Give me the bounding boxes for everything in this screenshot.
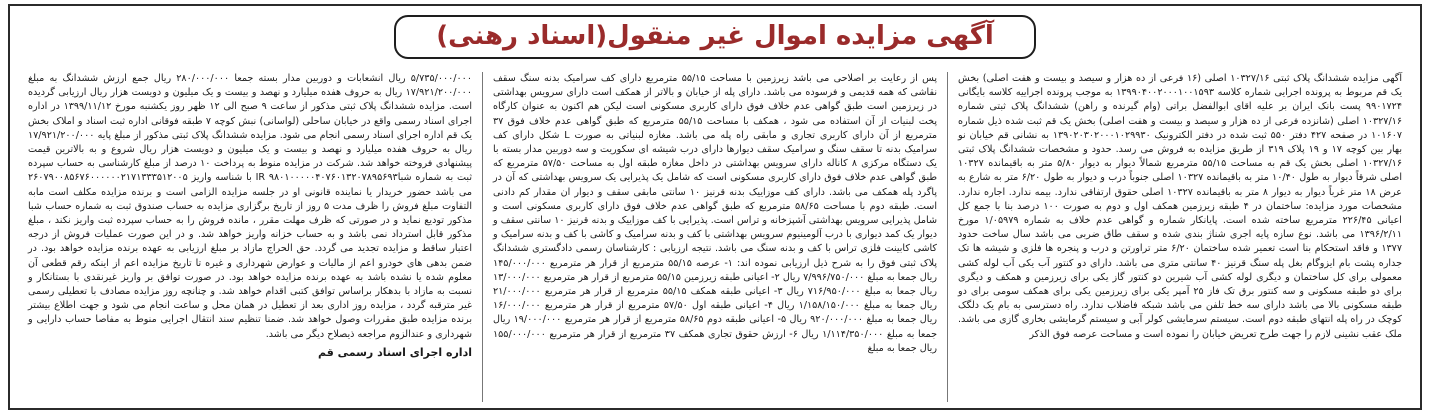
- column-text: آگهی مزایده ششدانگ پلاک ثبتی ۱۰۳۲۷/۱۶ اصلی (۱۶ فرعی از ده هزار و سیصد و بیست و هفت اصلی) بخش یک قم مربوط به پرونده اجرایی شماره کلاسه ۱۳۹۹۰۴۰۰۲۰۰۰۱۰۰۱۵۹۳ به موجب پرونده اجراییه کلاسه بایگانی ۹۹۰۱۷۲۴ پست بانک ایران بر علیه اقای ابوالفضل براتی (وام گیرنده و راهن) ششدانگ پلاک ثبتی شماره ۱۰۳۲۷/۱۶ اصلی (شانزده فرعی از ده هزار و سیصد و بیست و هفت اصلی) بخش یک قم ثبت شده ذیل شماره ۱۰۱۶۰۷ در صفحه ۴۲۷ دفتر ۵۵۰ ثبت شده در دفتر الکترونیک ۱۳۹۰۲۰۳۰۲۰۰۰۱۰۲۹۹۳۰ به نشانی قم خیابان نو بهار بین کوچه ۱۷ و ۱۹ پلاک ۳۱۹ از طریق مزایده به فروش می رسد. حدود و مشخصات ششدانگ پلاک ثبتی ۱۰۳۲۷/۱۶ اصلی بخش یک قم به مساحت ۵۵/۱۵ مترمربع شمالاً دیوار به دیوار ۵/۸۰ متر به باقیمانده ۱۰۳۲۷ اصلی شرقاً دیوار به طول ۱۰/۴۰ متر به باقیمانده ۱۰۳۲۷ اصلی جنوباً درب و دیوار به طول ۶/۲۰ متر به شارع به عرض ۱۸ متر غرباً دیوار به دیوار ۸ متر به باقیمانده ۱۰۳۲۷ اصلی حقوق ارتفاقی ندارد. بیمه ندارد. اجاره ندارد. مشخصات مورد مزایده: ساختمان در ۴ طبقه زیرزمین همکف اول و دوم به صورت ۱۰۰ درصد بنا با جمع کل اعیانی ۲۲۶/۴۵ مترمربع ساخته شده است. پایانکار شماره و گواهی عدم خلاف به شماره ۱/۰۵۹۷۹ مورخ ۱۳۹۶/۲/۱۱ می باشد. نوع سازه پایه اجری شناژ بندی شده و سقف طاق ضربی می باشد سال ساخت حدود ۱۳۷۷ و فاقد استحکام بنا است تعمیر شده ساختمان ۶/۲۰ متر تراورتن و درب و پنجره ها فلزی و شیشه ها تک جداره پشت بام ایزوگام بغل پله سنگ قرنیز ۴۰ سانتی متری می باشد. دارای دو کنتور آب یکی آب لوله کشی معمولی برای کل ساختمان و دیگری لوله کشی آب شیرین دو کنتور گاز یکی برای زیرزمین و همکف و دیگری برای دو طبقه مسکونی و سه کنتور برق تک فاز ۲۵ آمپر یکی برای زیرزمین یکی برای همکف سومی برای دو طبقه مسکونی بالا می باشد دارای سه خط تلفن می باشد شبکه فاضلاب ندارد. راه دسترسی به بام یک دلگک کوچک در راه پله انتهای طبقه دوم است. سیستم سرمایشی کولر آبی و سیستم گرمایشی بخاری گازی می باشد. ملک عقب نشینی لازم را جهت طرح تعریض خیابان را نموده است و مساحت عرصه فوق الذکر: [958, 73, 1403, 340]
- title-frame: [394, 15, 1036, 59]
- notice-title: آگهی مزایده اموال غیر منقول(اسناد رهنی): [436, 21, 994, 51]
- auction-notice: [8, 4, 1422, 410]
- notice-body: [18, 72, 1412, 402]
- column-text: پس از رعایت بر اصلاحی می باشد زیرزمین با مساحت ۵۵/۱۵ مترمربع دارای کف سرامیک بدنه سنگ سقف نقاشی که همه قدیمی و فرسوده می باشد. دارای پله از خیابان و بالاتر از همکف است دارای سرویس بهداشتی در زیرزمین است طبق گواهی عدم خلاف فوق دارای کاربری مسکونی است لیکن هم اکنون به عنوان کارگاه پخت لبنیات از آن استفاده می شود ، همکف با مساحت ۵۵/۱۵ مترمربع که طبق گواهی عدم خلاف فوق ۳۷ مترمربع از آن دارای کاربری تجاری و مابقی راه پله می باشد. مغازه لبنیاتی به صورت L شکل دارای کف سرامیک بدنه تا سقف سنگ و سرامیک سقف دیوارها دارای درب شیشه ای سکوریت و سه دوربین مدار بسته با یک دستگاه مرکزی ۸ کاناله دارای سرویس بهداشتی در داخل مغازه طبقه اول به مساحت ۵۷/۵۰ مترمربع که طبق گواهی عدم خلاف فوق دارای کاربری مسکونی است که شامل یک پذیرایی یک سرویس بهداشتی که آن در پاگرد پله همکف می باشد. دارای کف موزاییک بدنه قرنیز ۱۰ سانتی مابقی سقف و دیوار ان مقدار کم دادنی است. طبقه دوم با مساحت ۵۸/۶۵ مترمربع که طبق گواهی عدم خلاف فوق دارای کاربری مسکونی است و شامل پذیرایی سرویس بهداشتی آشپزخانه و تراس است. پذیرایی با کف موزاییک و بدنه قرنیز ۱۰ سانتی سقف و دیوار یک کمد دیواری با درب آلومینیوم سرویس بهداشتی با کف و بدنه سرامیک و کاشی با کف و بدنه سرامیک و کاشی کابینت فلزی تراس با کف و بدنه سنگ می باشد. نتیجه ارزیابی : کارشناسان رسمی دادگستری ششدانگ پلاک ثبتی فوق را به شرح ذیل ارزیابی نموده اند: ۱- عرصه ۵۵/۱۵ مترمربع از قرار هر مترمربع ۱۴۵/۰۰۰/۰۰۰ ریال جمعا به مبلغ ۷/۹۹۶/۷۵۰/۰۰۰ ریال ۲- اعیانی طبقه زیرزمین ۵۵/۱۵ مترمربع از قرار هر مترمربع ۱۳/۰۰۰/۰۰۰ ریال جمعا به مبلغ ۷۱۶/۹۵۰/۰۰۰ ریال ۳- اعیانی طبقه همکف ۵۵/۱۵ مترمربع از قرار هر مترمربع ۲۱/۰۰۰/۰۰۰ ریال جمعا به مبلغ ۱/۱۵۸/۱۵۰/۰۰۰ ریال ۴- اعیانی طبقه اول ۵۷/۵۰ مترمربع از قرار هر مترمربع ۱۶/۰۰۰/۰۰۰ ریال جمعا به مبلغ ۹۲۰/۰۰۰/۰۰۰ ریال ۵- اعیانی طبقه دوم ۵۸/۶۵ مترمربع از قرار هر مترمربع ۱۹/۰۰۰/۰۰۰ ریال جمعا به مبلغ ۱/۱۱۴/۳۵۰/۰۰۰ ریال ۶- ارزش حقوق تجاری همکف ۳۷ مترمربع از قرار هر مترمربع ۱۵۵/۰۰۰/۰۰۰ ریال جمعا به مبلغ: [493, 73, 938, 354]
- title-bar: [10, 6, 1420, 68]
- notice-column-middle: [483, 72, 948, 402]
- column-text: ۵/۷۳۵/۰۰۰/۰۰۰ ریال انشعابات و دوربین مدار بسته جمعا ۲۸۰/۰۰۰/۰۰۰ ریال جمع ارزش ششدانگ به مبلغ ۱۷/۹۲۱/۲۰۰/۰۰۰ ریال به حروف هفده میلیارد و نهصد و بیست و یک میلیون و دویست هزار ریال ارزیابی گردیده است. مزایده ششدانگ پلاک ثبتی مذکور از ساعت ۹ صبح الی ۱۲ ظهر روز یکشنبه مورخ ۱۳۹۹/۱۱/۱۲ در اداره اجرای اسناد رسمی واقع در خیابان ساحلی (لواسانی) نبش کوچه ۷ طبقه فوقانی اداره ثبت اسناد و املاک بخش یک قم اداره اجرای اسناد رسمی انجام می شود. مزایده ششدانگ پلاک ثبتی مذکور از مبلغ پایه ۱۷/۹۲۱/۲۰۰/۰۰۰ ریال به حروف هفده میلیارد و نهصد و بیست و یک میلیون و دویست هزار ریال شروع و به بالاترین قیمت پیشنهادی فروخته خواهد شد. شرکت در مزایده منوط به پرداخت ۱۰ درصد از مبلغ کارشناسی به حساب سپرده ثبت به شماره شباIR ۹۸۰۱۰۰۰۰۰۴۰۷۶۰۱۳۲۰۷۸۹۵۶۹۳ با شناسه واریز ۲۶۰۷۹۰۰۸۵۶۷۶۰۰۰۰۰۰۲۱۷۱۳۳۳۵۱۲۰۰۵ می باشد حضور خریدار یا نماینده قانونی او در جلسه مزایده الزامی است و برنده مزایده مکلف است مابه التفاوت مبلغ فروش را ظرف مدت ۵ روز از تاریخ برگزاری مزایده به حساب صندوق ثبت به شماره حساب شبا مذکور تودیع نماید و در صورتی که ظرف مهلت مقرر ، مانده فروش را به حساب سپرده ثبت واریز نکند ، مبلغ مذکور قابل استرداد نمی باشد و به حساب خزانه واریز خواهد شد. و در این صورت عملیات فروش از درجه اعتبار ساقط و مزایده تجدید می گردد. حق الحراج مازاد بر مبلغ ارزیابی به عهده برنده مزایده خواهد بود. در ضمن بدهی های خودرو اعم از مالیات و عوارض شهرداری و غیره تا تاریخ مزایده اعم از اینکه رقم قطعی آن معلوم شده یا نشده باشد به عهده برنده مزایده خواهد بود. در صورت توافق بر واریز غیرنقدی با بستانکار و نسبت به مازاد با بدهکار براساس توافق کتبی اقدام خواهد شد. و چنانچه روز مزایده مصادف با تعطیلی رسمی غیر مترقبه گردد ، مزایده روز اداری بعد از تعطیل در همان محل و ساعت انجام می شود و جهت اطلاع بیشتر برنده مزایده طبق مقررات وصول خواهد شد. ضمنا تنظیم سند انتقال اجرایی منوط به مفاصا حساب دارایی و شهرداری و عندالزوم مراجعه ذیصلاح دیگر می باشد.: [28, 73, 473, 340]
- issuer-signature: اداره اجرای اسناد رسمی قم: [317, 345, 472, 359]
- notice-column-right: [948, 72, 1412, 402]
- notice-column-left: [18, 72, 483, 402]
